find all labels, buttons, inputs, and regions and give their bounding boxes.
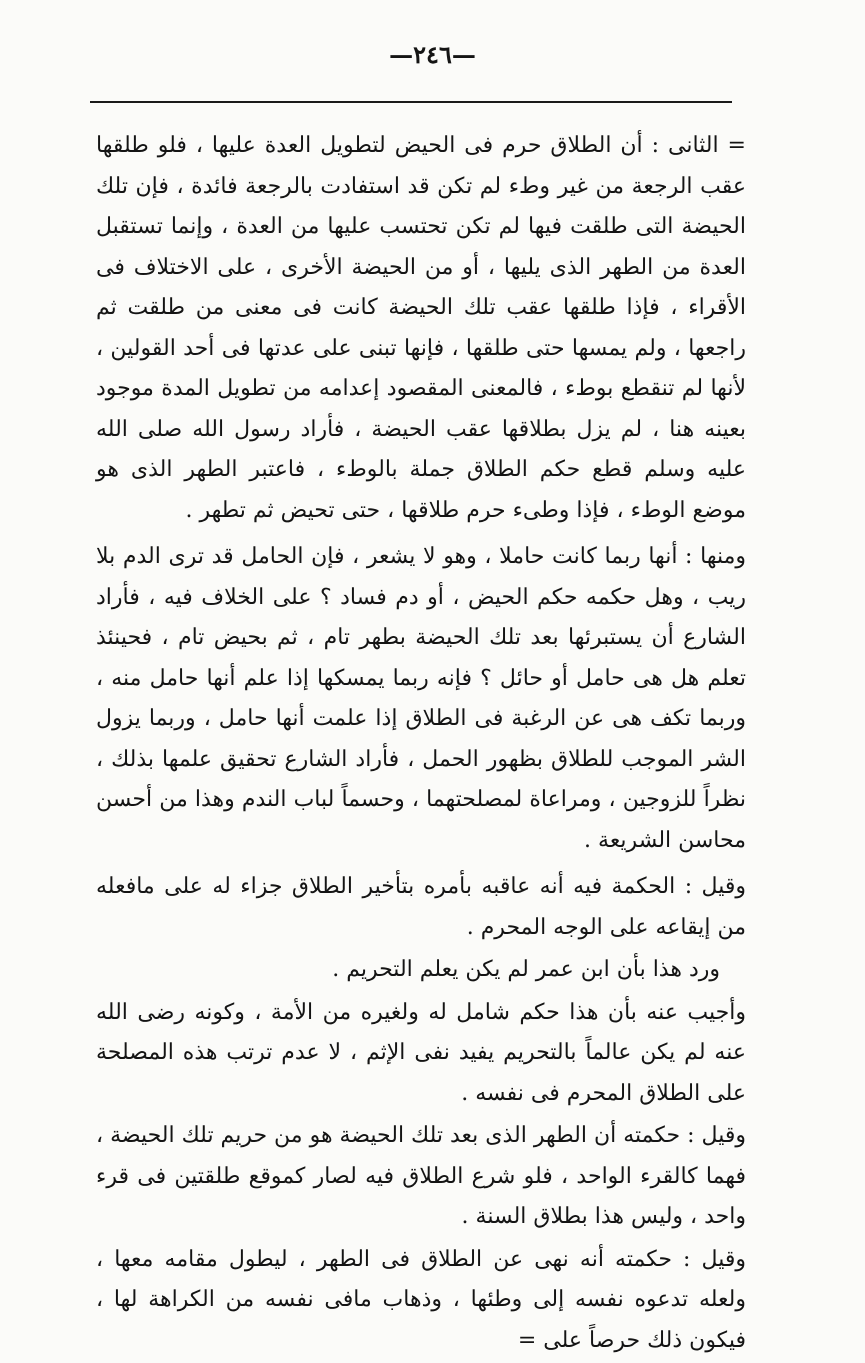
paragraph-3: وقيل : الحكمة فيه أنه عاقبه بأمره بتأخير الطلاق جزاء له على مافعله من إيقاعه على الوجه المحرم . bbox=[96, 874, 746, 940]
paragraph-2: ومنها : أنها ربما كانت حاملا ، وهو لا يشعر ، فإن الحامل قد ترى الدم بلا ريب ، وهل حكمه حكم الحيض ، أو دم فساد ؟ على الخلاف فيه ، فأراد الشارع أن يستبرئها بعد تلك الحيضة بطهر تام ، ثم بحيض تام ، فحينئذ تعلم هل هى حامل أو حائل ؟ فإنه ربما يمسكها إذا علم أنها حامل منه ، وربما تكف هى عن الرغبة فى الطلاق إذا علمت أنها حامل ، وربما يزول الشر الموجب للطلاق بظهور الحمل ، فأراد الشارع تحقيق علمها بذلك ، نظراً للزوجين ، ومراعاة لمصلحتهما ، وحسماً لباب الندم وهذا من أحسن محاسن الشريعة . bbox=[96, 544, 746, 853]
paragraph-6: وقيل : حكمته أن الطهر الذى بعد تلك الحيضة هو من حريم تلك الحيضة ، فهما كالقرء الواحد ، فلو شرع الطلاق فيه لصار كموقع طلقتين فى قرء واحد ، وليس هذا بطلاق السنة . bbox=[96, 1123, 746, 1229]
page-number: —٢٤٦— bbox=[389, 40, 476, 69]
paragraph-4: ورد هذا بأن ابن عمر لم يكن يعلم التحريم . bbox=[332, 957, 720, 982]
header-divider bbox=[90, 101, 732, 103]
page-body bbox=[96, 126, 746, 1363]
paragraph-5: وأجيب عنه بأن هذا حكم شامل له ولغيره من الأمة ، وكونه رضى الله عنه لم يكن عالماً بالتحريم يفيد نفى الإثم ، لا عدم ترتب هذه المصلحة على الطلاق المحرم فى نفسه . bbox=[96, 999, 746, 1106]
paragraph-1: = الثانى : أن الطلاق حرم فى الحيض لتطويل العدة عليها ، فلو طلقها عقب الرجعة من غير وطء لم تكن قد استفادت بالرجعة فائدة ، فإن تلك الحيضة التى طلقت فيها لم تكن تحتسب عليها من العدة ، وإنما تستقبل العدة من الطهر الذى يليها ، أو من الحيضة الأخرى ، على الاختلاف فى الأقراء ، فإذا طلقها عقب تلك الحيضة كانت فى معنى من طلقت ثم راجعها ، ولم يمسها حتى طلقها ، فإنها تبنى على عدتها فى أحد القولين ، لأنها لم تنقطع بوطء ، فالمعنى المقصود إعدامه من تطويل المدة موجود بعينه هنا ، لم يزل بطلاقها عقب الحيضة ، فأراد رسول الله صلى الله عليه وسلم قطع حكم الطلاق جملة بالوطء ، فاعتبر الطهر الذى هو موضع الوطء ، فإذا وطىء حرم طلاقها ، حتى تحيض ثم تطهر . bbox=[96, 133, 746, 523]
paragraph-7: وقيل : حكمته أنه نهى عن الطلاق فى الطهر ، ليطول مقامه معها ، ولعله تدعوه نفسه إلى وطئها ، وذهاب مافى نفسه من الكراهة لها ، فيكون ذلك حرصاً على = bbox=[96, 1246, 746, 1353]
